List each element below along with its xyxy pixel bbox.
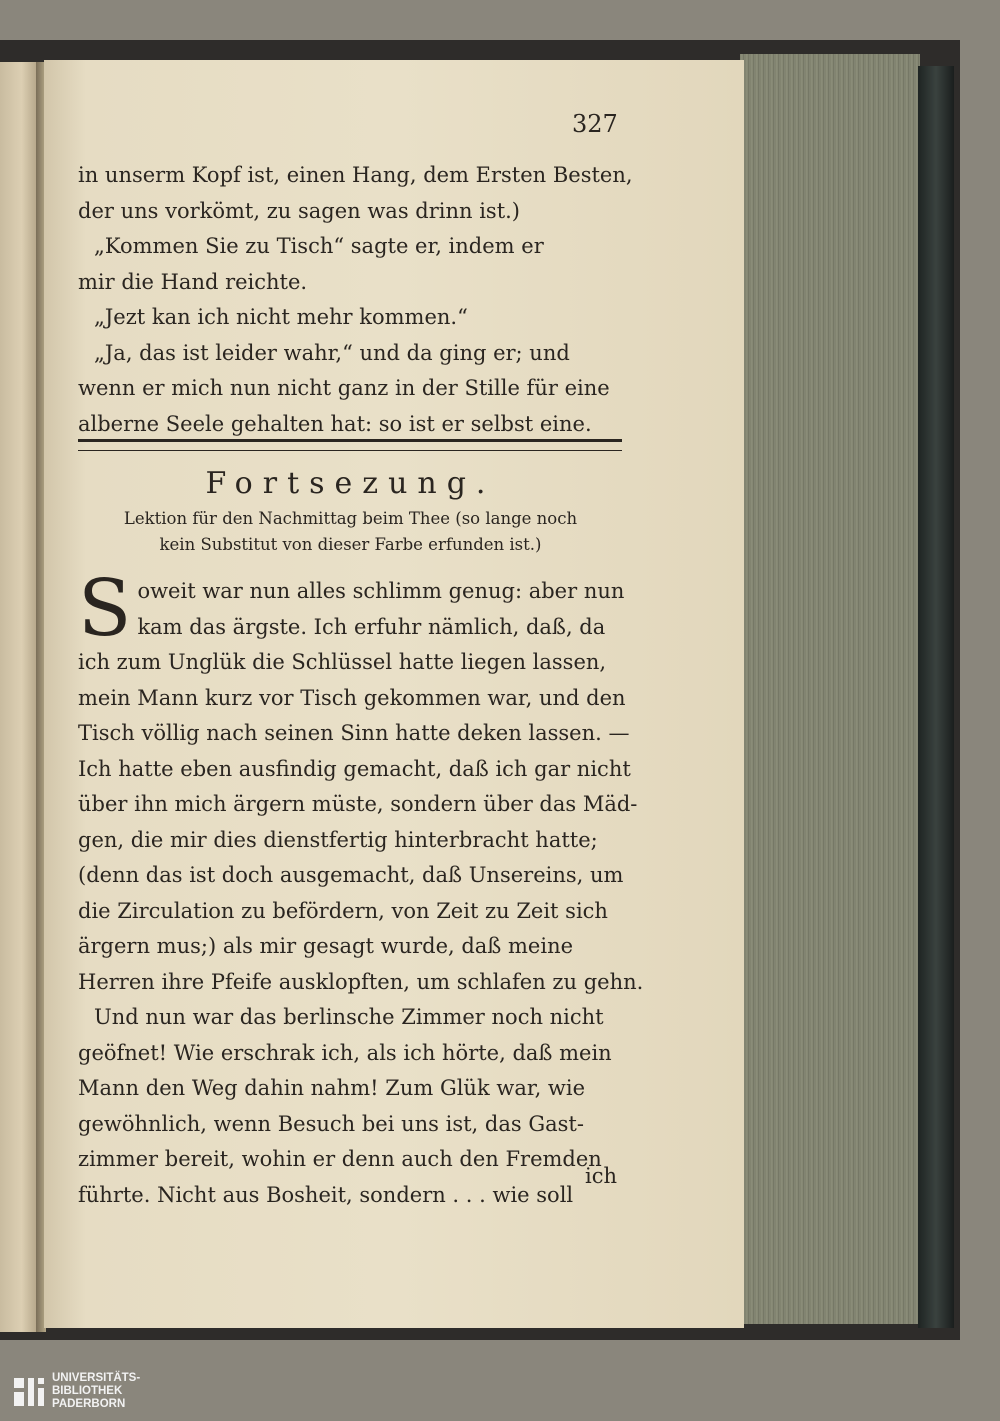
text-line: Tisch völlig nach seinen Sinn hatte deken lassen. — (78, 721, 630, 745)
text-line: (denn das ist doch ausgemacht, daß Unsereins, um (78, 863, 624, 887)
text-line: „Kommen Sie zu Tisch“ sagte er, indem er (94, 234, 544, 258)
text-line: gewöhnlich, wenn Besuch bei uns ist, das Gast- (78, 1111, 584, 1136)
library-logo-text (52, 1372, 140, 1411)
text-line: geöfnet! Wie erschrak ich, als ich hörte, daß mein (78, 1040, 612, 1065)
text-line: wenn er mich nun nicht ganz in der Stille für eine (78, 376, 610, 400)
text-line: in unserm Kopf ist, einen Hang, dem Ersten Besten, (78, 163, 633, 187)
subtitle-line: kein Substitut von dieser Farbe erfunden ist.) (159, 535, 542, 554)
section-subtitle (78, 506, 623, 558)
text-line: Und nun war das berlinsche Zimmer noch nicht (94, 1005, 604, 1029)
book-cover-edge (918, 66, 954, 1328)
text-line: „Jezt kan ich nicht mehr kommen.“ (94, 305, 468, 329)
text-line: mir die Hand reichte. (78, 269, 308, 294)
text-line: oweit war nun alles schlimm genug: aber nun (137, 579, 625, 603)
drop-cap: S (78, 564, 132, 654)
text-line: Ich hatte eben ausfindig gemacht, daß ich gar nicht (78, 756, 631, 781)
logo-line: PADERBORN (52, 1398, 126, 1410)
text-line: mein Mann kurz vor Tisch gekommen war, und den (78, 685, 626, 710)
section-heading: Fortsezung. (205, 466, 496, 501)
logo-line: UNIVERSITÄTS- (52, 1372, 141, 1384)
subtitle-line: Lektion für den Nachmittag beim Thee (so lange noch (123, 509, 578, 528)
text-line: die Zirculation zu befördern, von Zeit zu Zeit sich (78, 898, 608, 923)
text-line: Herren ihre Pfeife ausklopften, um schlafen zu gehn. (78, 969, 644, 994)
text-line: führte. Nicht aus Bosheit, sondern . . . wie soll (78, 1182, 574, 1207)
text-line: ärgern mus;) als mir gesagt wurde, daß meine (78, 934, 574, 958)
text-line: Mann den Weg dahin nahm! Zum Glük war, wie (78, 1076, 586, 1100)
page-fore-edge (740, 54, 920, 1324)
logo-line: BIBLIOTHEK (52, 1385, 123, 1397)
text-line: ich zum Unglük die Schlüssel hatte liegen lassen, (78, 650, 607, 674)
text-line: „Ja, das ist leider wahr,“ und da ging er; und (94, 340, 570, 365)
catchword: ich (585, 1164, 618, 1188)
page-number: 327 (572, 110, 618, 138)
text-line: der uns vorkömt, zu sagen was drinn ist.) (78, 198, 521, 223)
left-page-edge (0, 62, 36, 1332)
text-line: über ihn mich ärgern müste, sondern über das Mäd- (78, 792, 638, 816)
library-logo (10, 1372, 160, 1412)
section-divider-rule (78, 439, 622, 451)
text-line: kam das ärgste. Ich erfuhr nämlich, daß, da (137, 614, 606, 639)
text-block-top (78, 158, 633, 442)
text-line: gen, die mir dies dienstfertig hinterbracht hatte; (78, 827, 598, 852)
text-line: zimmer bereit, wohin er denn auch den Fremden (78, 1147, 602, 1171)
text-block-main (78, 564, 644, 1213)
text-line: alberne Seele gehalten hat: so ist er selbst eine. (78, 411, 592, 436)
library-logo-icon (10, 1374, 48, 1410)
